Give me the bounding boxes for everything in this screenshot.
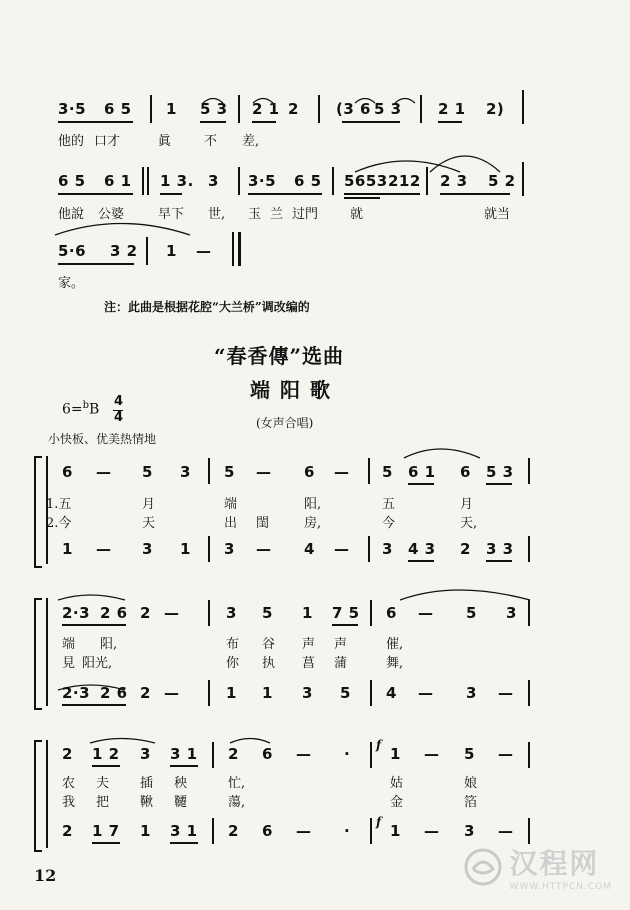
- system-brace: [34, 456, 42, 568]
- lyric-verse-1: 娘: [464, 776, 478, 791]
- underline: [170, 765, 198, 767]
- barline: [238, 95, 240, 123]
- note: —: [296, 822, 312, 840]
- lyric-verse-1: 秧: [174, 776, 188, 791]
- barline: [528, 600, 530, 626]
- lyric-verse-1: 月: [460, 497, 474, 512]
- lyric: 不: [204, 134, 218, 149]
- page-number: 12: [34, 866, 57, 885]
- lyric-verse-1: 五: [382, 497, 396, 512]
- note: 3 1: [170, 745, 198, 763]
- note: 5·6: [58, 242, 87, 260]
- note: 2 6: [100, 684, 128, 702]
- note: 3: [208, 172, 219, 190]
- barline: [370, 742, 372, 768]
- note: 2: [228, 745, 239, 763]
- lyric: 过門: [292, 207, 319, 222]
- lyric-verse-2: 韆: [174, 795, 188, 810]
- note: 7 5: [332, 604, 360, 622]
- note: 4: [304, 540, 315, 558]
- lyric: 就当: [484, 207, 511, 222]
- piece-title: “春香傳”选曲: [214, 344, 345, 368]
- note: 3 2: [110, 242, 138, 260]
- lyric-verse-2: 菖: [302, 656, 316, 671]
- barline: [208, 536, 210, 562]
- note: 6 5: [294, 172, 322, 190]
- barline: [528, 536, 530, 562]
- lyric: 世,: [208, 207, 226, 222]
- note: 5: [142, 463, 153, 481]
- barline: [208, 458, 210, 484]
- note: —: [498, 822, 514, 840]
- note: 3: [464, 822, 475, 840]
- lyric-verse-2: 房,: [304, 516, 322, 531]
- note: 4 3: [408, 540, 436, 558]
- system-barline: [46, 740, 48, 848]
- barline: [528, 818, 530, 844]
- note: 1 2: [92, 745, 120, 763]
- note: 1: [166, 242, 177, 260]
- note: 5 3: [200, 100, 228, 118]
- note: 2·3: [62, 684, 91, 702]
- note: —: [96, 463, 112, 481]
- note: —: [96, 540, 112, 558]
- watermark-text: 汉程网: [509, 847, 600, 880]
- note: 1 3.: [160, 172, 194, 190]
- lyric-verse-1: 声: [334, 637, 348, 652]
- note: 1: [226, 684, 237, 702]
- watermark-logo: [463, 842, 612, 892]
- note: 3: [224, 540, 235, 558]
- lyric-verse-1: 催,: [386, 637, 404, 652]
- watermark-url: WWW.HTTPCN.COM: [509, 882, 612, 892]
- barline: [332, 167, 334, 195]
- barline: [232, 232, 234, 266]
- barline: [147, 167, 149, 195]
- lyric-verse-2: 阳光,: [82, 656, 113, 671]
- note: —: [498, 745, 514, 763]
- tempo-marking: 小快板、优美热情地: [48, 432, 157, 446]
- note: —: [164, 604, 180, 622]
- note: 6 5: [104, 100, 132, 118]
- note: 6: [262, 822, 273, 840]
- note: 3: [226, 604, 237, 622]
- lyric-verse-2: 我: [62, 795, 76, 810]
- note: 3·5: [248, 172, 277, 190]
- note: 1 7: [92, 822, 120, 840]
- lyric-verse-1: 插: [140, 776, 154, 791]
- note: —: [418, 604, 434, 622]
- barline: [370, 818, 372, 844]
- footnote: 注：此曲是根据花腔“大兰桥”调改编的: [104, 300, 310, 314]
- note: 2: [228, 822, 239, 840]
- note: 3: [180, 463, 191, 481]
- note: 6: [386, 604, 397, 622]
- lyric-verse-2: 把: [96, 795, 110, 810]
- barline: [208, 600, 210, 626]
- lyric-verse-2: 出: [224, 516, 238, 531]
- lyric: 家。: [58, 276, 85, 291]
- note: 2 1: [438, 100, 466, 118]
- underline: [344, 197, 380, 199]
- underline: [58, 121, 133, 123]
- lyric: 眞: [158, 134, 172, 149]
- barline: [528, 680, 530, 706]
- performance-note: (女声合唱): [256, 416, 314, 430]
- note: 2: [288, 100, 299, 118]
- note: 5: [340, 684, 351, 702]
- barline: [522, 162, 524, 196]
- lyric: 兰: [270, 207, 284, 222]
- lyric-verse-1: 1.五: [46, 497, 72, 512]
- note: 6: [304, 463, 315, 481]
- barline: [426, 167, 428, 195]
- lyric-verse-2: 你: [226, 656, 240, 671]
- barline: [208, 680, 210, 706]
- note: 4: [386, 684, 397, 702]
- lyric-verse-2: 蒲: [334, 656, 348, 671]
- barline: [142, 167, 144, 195]
- lyric-verse-2: 今: [382, 516, 396, 531]
- underline: [342, 121, 400, 123]
- note: 2: [140, 684, 151, 702]
- note: 5 3: [374, 100, 402, 118]
- note: 1: [390, 745, 401, 763]
- time-signature-bottom: 4: [114, 410, 124, 425]
- barline: [522, 90, 524, 124]
- lyric-verse-2: 舞,: [386, 656, 404, 671]
- underline: [92, 765, 120, 767]
- piece-subtitle: 端阳歌: [250, 378, 340, 402]
- note: 1: [166, 100, 177, 118]
- lyric-verse-1: 谷: [262, 637, 276, 652]
- note: 3: [302, 684, 313, 702]
- barline: [420, 95, 422, 123]
- lyric-verse-2: 金: [390, 795, 404, 810]
- lyric-verse-2: 箔: [464, 795, 478, 810]
- time-signature-top: 4: [114, 394, 124, 409]
- lyric: 他的: [58, 134, 85, 149]
- note: —: [418, 684, 434, 702]
- lyric-verse-1: 声: [302, 637, 316, 652]
- barline: [528, 458, 530, 484]
- note: 5: [262, 604, 273, 622]
- note: —: [334, 463, 350, 481]
- note: ·: [344, 822, 351, 840]
- note: —: [256, 540, 272, 558]
- underline: [252, 121, 276, 123]
- system-brace: [34, 740, 42, 852]
- lyric: 差,: [242, 134, 260, 149]
- note: —: [424, 745, 440, 763]
- note: 2·3: [62, 604, 91, 622]
- underline: [62, 704, 126, 706]
- note: 2 1: [252, 100, 280, 118]
- note: 5 3: [486, 463, 514, 481]
- note: 212: [388, 172, 421, 190]
- underline: [62, 624, 126, 626]
- barline: [150, 95, 152, 123]
- note: 3 1: [170, 822, 198, 840]
- lyric-verse-2: 天,: [460, 516, 478, 531]
- lyric-verse-1: 姑: [390, 776, 404, 791]
- note: 3: [142, 540, 153, 558]
- note: —: [424, 822, 440, 840]
- note: 2: [62, 822, 73, 840]
- barline: [370, 680, 372, 706]
- note: 2: [460, 540, 471, 558]
- note: 5: [466, 604, 477, 622]
- barline: [370, 600, 372, 626]
- note: —: [296, 745, 312, 763]
- underline: [486, 483, 512, 485]
- lyric-verse-1: 农: [62, 776, 76, 791]
- lyric: 他說: [58, 207, 85, 222]
- system-barline: [46, 598, 48, 706]
- note: 3·5: [58, 100, 87, 118]
- underline: [438, 121, 462, 123]
- note: 6 1: [104, 172, 132, 190]
- note: 2): [486, 100, 505, 118]
- note: 1: [390, 822, 401, 840]
- note: 1: [180, 540, 191, 558]
- note: (3 6: [336, 100, 371, 118]
- lyric-verse-1: 阳,: [304, 497, 322, 512]
- note: 1: [302, 604, 313, 622]
- system-brace: [34, 598, 42, 710]
- underline: [332, 624, 358, 626]
- note: 3: [466, 684, 477, 702]
- underline: [92, 842, 120, 844]
- note: 5: [464, 745, 475, 763]
- barline: [238, 167, 240, 195]
- lyric-verse-2: 見: [62, 656, 76, 671]
- underline: [58, 193, 133, 195]
- lyric-verse-1: 月: [142, 497, 156, 512]
- note: —: [498, 684, 514, 702]
- lyric-verse-2: 2.今: [46, 516, 72, 531]
- note: 2: [140, 604, 151, 622]
- note: 5 2: [488, 172, 516, 190]
- underline: [200, 121, 226, 123]
- barline: [528, 742, 530, 768]
- lyric-verse-1: 端: [62, 637, 76, 652]
- barline: [212, 818, 214, 844]
- note: 1: [62, 540, 73, 558]
- note: 5653: [344, 172, 388, 190]
- note: 3: [140, 745, 151, 763]
- underline: [440, 193, 510, 195]
- lyric-verse-1: 忙,: [228, 776, 246, 791]
- lyric-verse-1: 夫: [96, 776, 110, 791]
- underline: [486, 560, 512, 562]
- barline: [146, 237, 148, 265]
- note: 6: [460, 463, 471, 481]
- underline: [170, 842, 198, 844]
- lyric-verse-1: 阳,: [100, 637, 118, 652]
- lyric: 口才: [94, 134, 121, 149]
- lyric: 公婆: [98, 207, 125, 222]
- lyric: 早下: [158, 207, 185, 222]
- underline: [344, 193, 420, 195]
- underline: [408, 483, 434, 485]
- barline: [318, 95, 320, 123]
- underline: [248, 193, 322, 195]
- lyric-verse-2: 閨: [256, 516, 270, 531]
- note: —: [164, 684, 180, 702]
- lyric-verse-2: 蕩,: [228, 795, 246, 810]
- note: 2: [62, 745, 73, 763]
- note: 2 6: [100, 604, 128, 622]
- lyric-verse-2: 天: [142, 516, 156, 531]
- dynamic-forte: f: [376, 738, 382, 752]
- note: 5: [382, 463, 393, 481]
- key-signature: 6=$^b$B: [62, 400, 100, 418]
- note: 6: [262, 745, 273, 763]
- note: —: [256, 463, 272, 481]
- note: 6 5: [58, 172, 86, 190]
- underline: [408, 560, 434, 562]
- note: 3 3: [486, 540, 514, 558]
- lyric-verse-1: 端: [224, 497, 238, 512]
- note: 3: [382, 540, 393, 558]
- note: —: [334, 540, 350, 558]
- barline: [368, 458, 370, 484]
- note: 1: [262, 684, 273, 702]
- dynamic-forte: f: [376, 815, 382, 829]
- note: 5: [224, 463, 235, 481]
- lyric-verse-2: 执: [262, 656, 276, 671]
- barline: [212, 742, 214, 768]
- final-barline: [238, 232, 241, 266]
- watermark-emblem-icon: [463, 847, 503, 887]
- lyric: 玉: [248, 207, 262, 222]
- lyric-verse-2: 鞦: [140, 795, 154, 810]
- underline: [160, 193, 182, 195]
- underline: [58, 263, 134, 265]
- note: 6: [62, 463, 73, 481]
- lyric-verse-1: 布: [226, 637, 240, 652]
- note: —: [196, 242, 212, 260]
- note: 3: [506, 604, 517, 622]
- note: 1: [140, 822, 151, 840]
- note: ·: [344, 745, 351, 763]
- lyric: 就: [350, 207, 364, 222]
- note: 6 1: [408, 463, 436, 481]
- note: 2 3: [440, 172, 468, 190]
- barline: [368, 536, 370, 562]
